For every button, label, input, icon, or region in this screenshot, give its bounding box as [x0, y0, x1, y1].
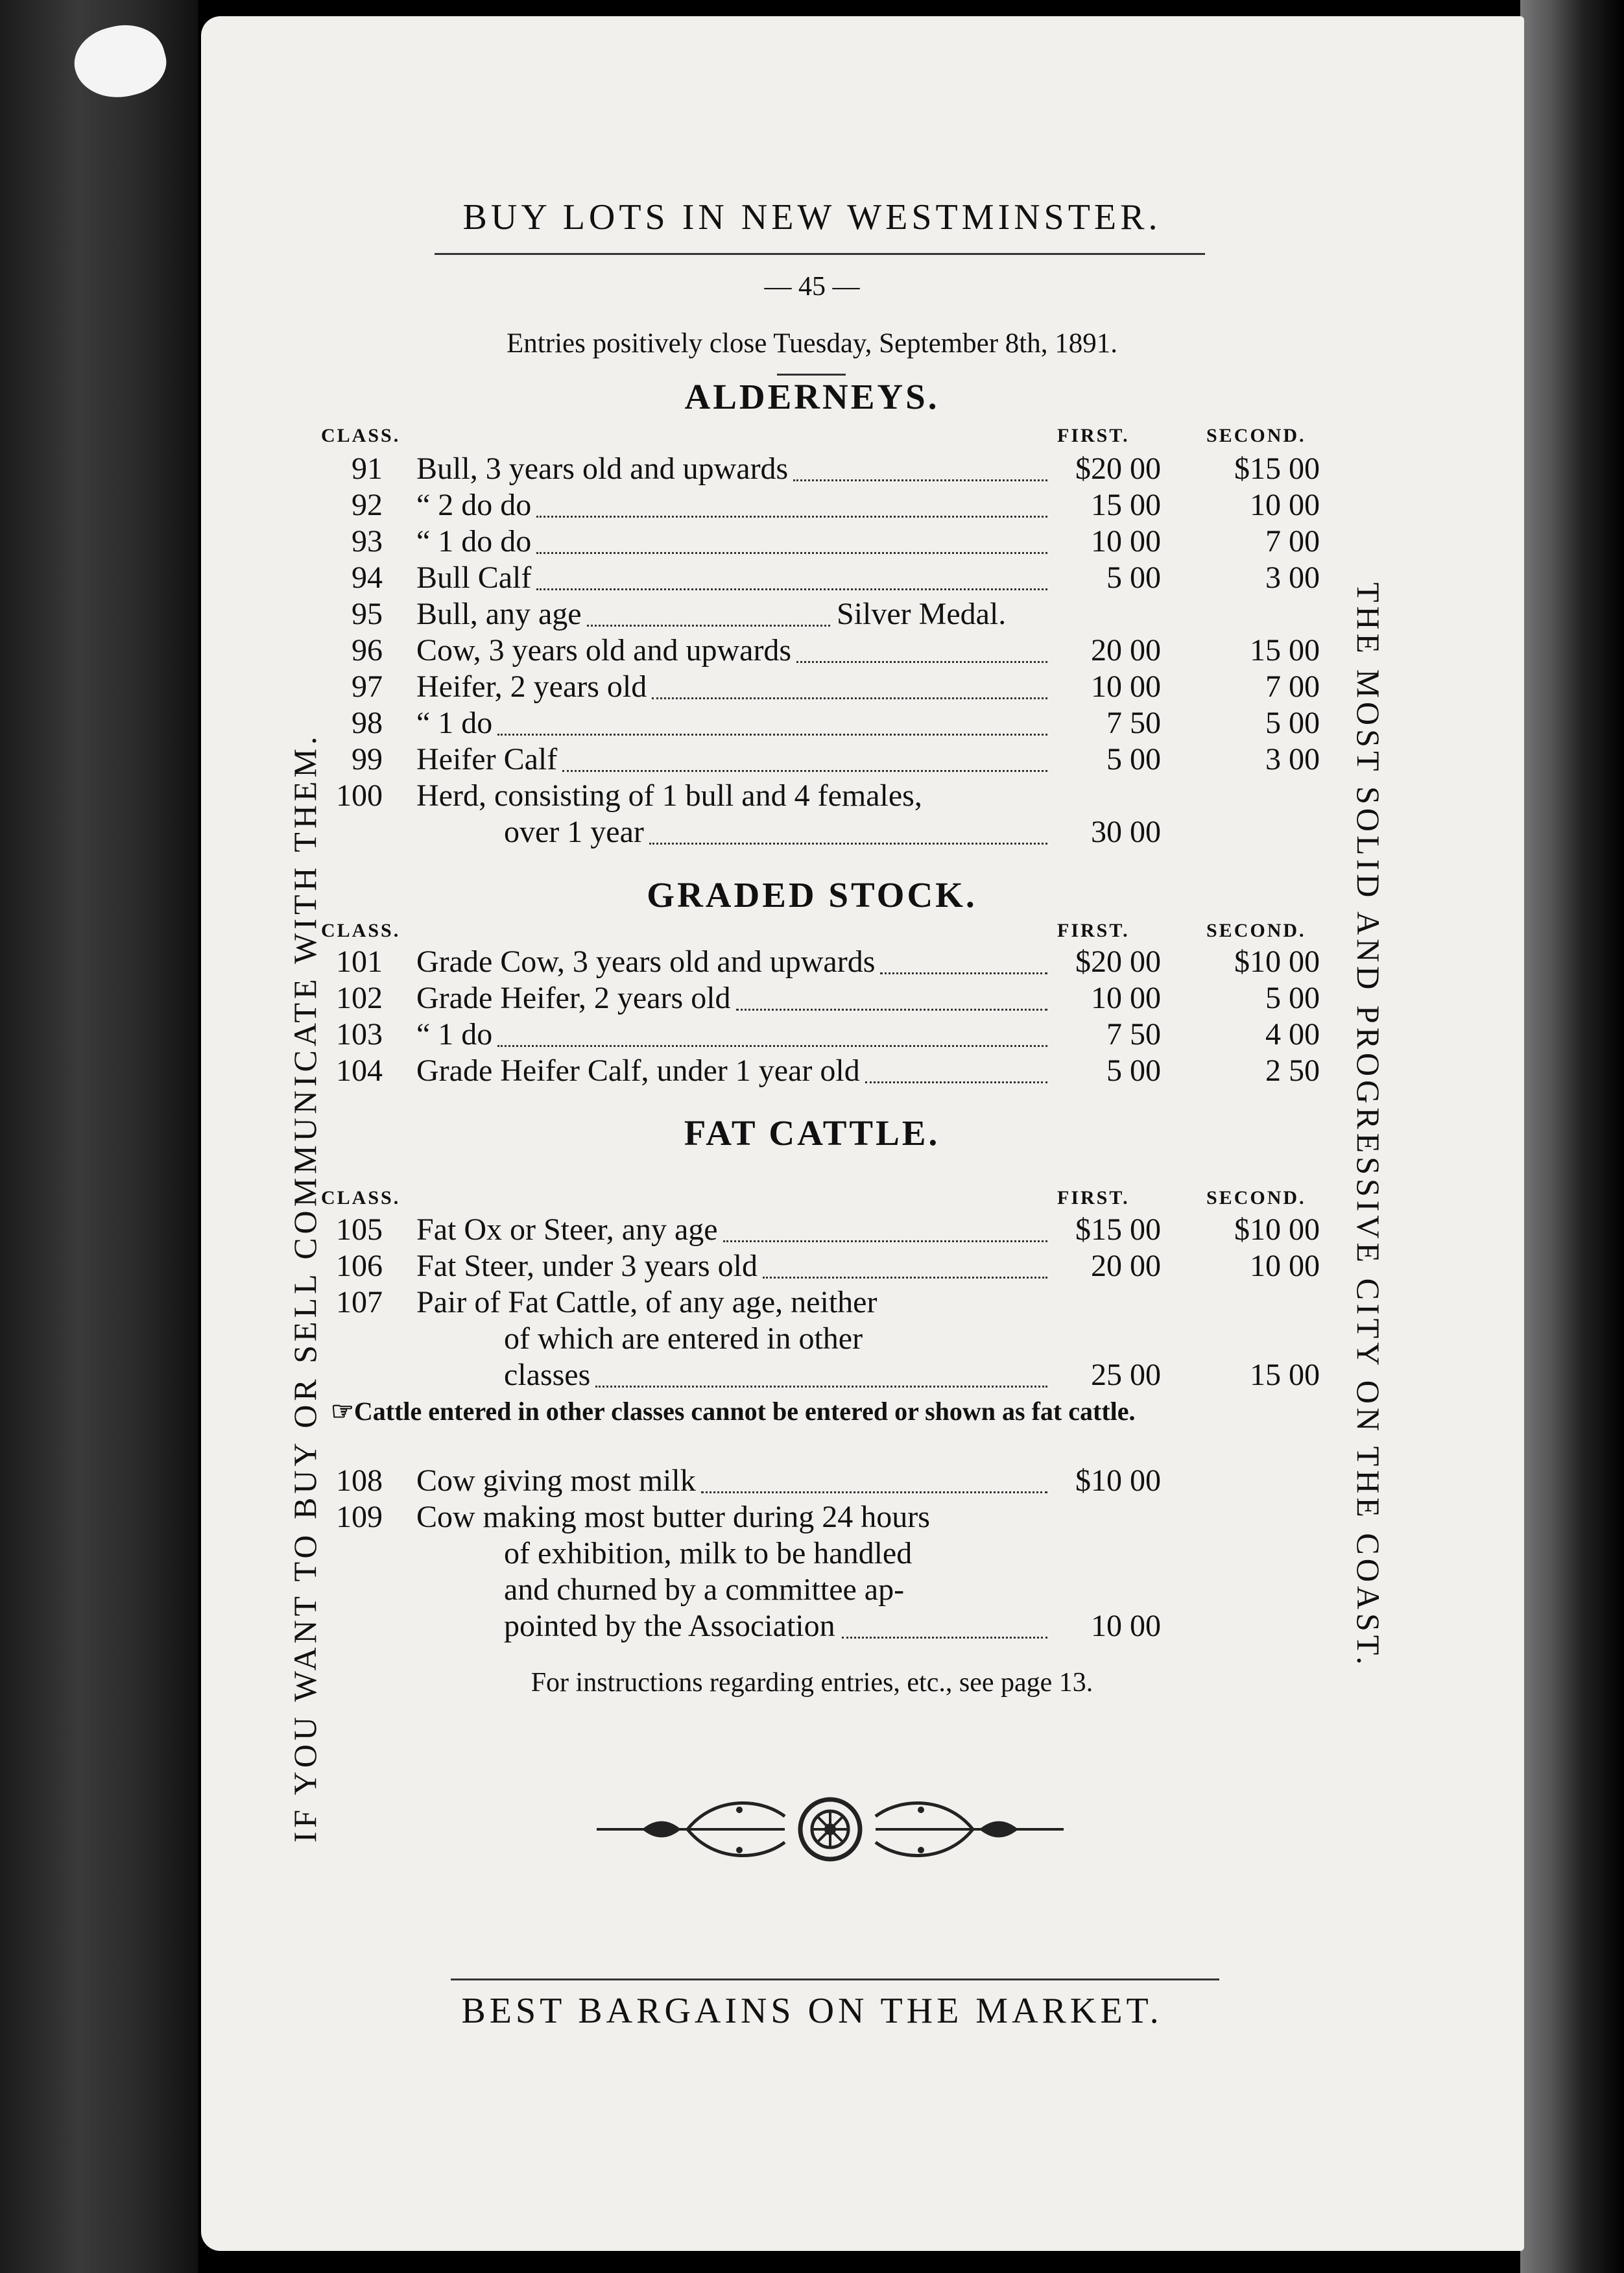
entry-prize-second: 7 00: [1265, 669, 1320, 704]
entry-description: Heifer, 2 years old: [416, 669, 647, 704]
entry-class-number: 99: [352, 742, 383, 776]
entry-prize-first: 10 00: [1091, 981, 1161, 1015]
entry-leader-dots: [796, 661, 1047, 663]
section-title: FAT CATTLE.: [684, 1113, 940, 1153]
entry-leader-dots: [562, 770, 1047, 772]
entry-class-number: 91: [352, 451, 383, 486]
entry-description: Fat Steer, under 3 years old: [416, 1249, 758, 1283]
entry-leader-dots: [536, 588, 1047, 590]
milk-entry-description: and churned by a committee ap-: [504, 1572, 905, 1607]
side-text-left: IF YOU WANT TO BUY OR SELL COMMUNICATE WITH THEM.: [287, 732, 323, 1843]
entry-class-number: 102: [336, 981, 383, 1015]
entry-prize-first: Silver Medal.: [837, 597, 1007, 631]
entry-class-number: 101: [336, 944, 383, 979]
column-header-first: FIRST.: [1057, 1187, 1130, 1209]
entry-leader-dots: [723, 1240, 1047, 1242]
entry-class-number: 94: [352, 560, 383, 595]
entry-description: “ 1 do: [416, 1017, 493, 1052]
entry-class-number: 98: [352, 706, 383, 740]
entry-prize-first: $15 00: [1075, 1212, 1161, 1247]
column-header-class: CLASS.: [321, 1187, 401, 1209]
entry-prize-first: 10 00: [1091, 524, 1161, 559]
milk-entry-prize-first: $10 00: [1075, 1463, 1161, 1498]
entry-class-number: 96: [352, 633, 383, 667]
entry-description: Grade Cow, 3 years old and upwards: [416, 944, 876, 979]
entry-description: Herd, consisting of 1 bull and 4 females,: [416, 778, 922, 813]
entry-prize-first: 5 00: [1106, 742, 1161, 776]
entry-leader-dots: [497, 1045, 1047, 1047]
entry-prize-first: 30 00: [1091, 815, 1161, 849]
entry-prize-first: 5 00: [1106, 1053, 1161, 1088]
entry-prize-first: 7 50: [1106, 1017, 1161, 1052]
entry-leader-dots: [652, 697, 1047, 699]
entry-leader-dots: [793, 479, 1047, 481]
entry-prize-first: 5 00: [1106, 560, 1161, 595]
side-text-right: THE MOST SOLID AND PROGRESSIVE CITY ON THE COAST.: [1350, 582, 1387, 1669]
milk-entry-prize-first: 10 00: [1091, 1609, 1161, 1643]
head-rule: [435, 253, 1205, 255]
short-rule: [777, 374, 846, 376]
entry-description: of which are entered in other: [504, 1321, 863, 1356]
milk-entry-class-number: 108: [336, 1463, 383, 1498]
entry-class-number: 100: [336, 778, 383, 813]
entry-prize-first: $20 00: [1075, 451, 1161, 486]
entry-prize-first: $20 00: [1075, 944, 1161, 979]
entry-leader-dots: [595, 1386, 1047, 1388]
entry-description: Bull Calf: [416, 560, 532, 595]
entry-prize-second: 7 00: [1265, 524, 1320, 559]
entry-class-number: 93: [352, 524, 383, 559]
entry-description: classes: [504, 1358, 591, 1392]
entry-leader-dots: [649, 843, 1047, 845]
entry-prize-second: 10 00: [1250, 488, 1320, 522]
entry-prize-second: $10 00: [1234, 1212, 1320, 1247]
entry-leader-dots: [865, 1081, 1047, 1083]
page-number: — 45 —: [764, 272, 860, 302]
column-header-second: SECOND.: [1206, 1187, 1306, 1209]
column-header-second: SECOND.: [1206, 425, 1306, 446]
milk-entry-leader-dots: [701, 1491, 1047, 1493]
column-header-class: CLASS.: [321, 920, 401, 941]
entry-prize-second: 3 00: [1265, 742, 1320, 776]
entry-prize-first: 20 00: [1091, 1249, 1161, 1283]
section-title: GRADED STOCK.: [647, 875, 977, 915]
entry-prize-second: 2 50: [1265, 1053, 1320, 1088]
entry-leader-dots: [736, 1009, 1047, 1011]
entry-class-number: 107: [336, 1285, 383, 1319]
entry-prize-first: 10 00: [1091, 669, 1161, 704]
column-header-second: SECOND.: [1206, 920, 1306, 941]
instructions-note: For instructions regarding entries, etc., see page 13.: [531, 1668, 1093, 1698]
milk-entry-leader-dots: [842, 1637, 1047, 1639]
milk-entry-class-number: 109: [336, 1500, 383, 1534]
entry-prize-second: 15 00: [1250, 633, 1320, 667]
entry-leader-dots: [497, 734, 1047, 736]
entry-prize-second: 3 00: [1265, 560, 1320, 595]
column-header-first: FIRST.: [1057, 425, 1130, 446]
milk-entry-description: pointed by the Association: [504, 1609, 835, 1643]
entry-prize-first: 20 00: [1091, 633, 1161, 667]
section-title: ALDERNEYS.: [684, 377, 940, 416]
entry-class-number: 105: [336, 1212, 383, 1247]
entry-description: Bull, any age: [416, 597, 582, 631]
milk-entry-description: Cow making most butter during 24 hours: [416, 1500, 930, 1534]
entry-leader-dots: [587, 625, 830, 627]
entry-class-number: 95: [352, 597, 383, 631]
entry-prize-second: 4 00: [1265, 1017, 1320, 1052]
milk-entry-description: Cow giving most milk: [416, 1463, 696, 1498]
entry-prize-first: 25 00: [1091, 1358, 1161, 1392]
entry-description: “ 1 do: [416, 706, 493, 740]
column-header-first: FIRST.: [1057, 920, 1130, 941]
entry-prize-first: 7 50: [1106, 706, 1161, 740]
entry-leader-dots: [536, 516, 1047, 518]
ornament-icon: [590, 1790, 1070, 1868]
milk-entry-description: of exhibition, milk to be handled: [504, 1536, 913, 1570]
entry-class-number: 97: [352, 669, 383, 704]
entry-description: Heifer Calf: [416, 742, 558, 776]
entry-prize-first: 15 00: [1091, 488, 1161, 522]
foot-rule: [451, 1978, 1219, 1980]
entry-description: Grade Heifer, 2 years old: [416, 981, 731, 1015]
entry-description: Pair of Fat Cattle, of any age, neither: [416, 1285, 878, 1319]
entry-prize-second: 10 00: [1250, 1249, 1320, 1283]
entry-description: Fat Ox or Steer, any age: [416, 1212, 718, 1247]
entry-leader-dots: [763, 1277, 1047, 1279]
entry-description: over 1 year: [504, 815, 644, 849]
entry-leader-dots: [536, 552, 1047, 554]
entry-class-number: 106: [336, 1249, 383, 1283]
entry-description: Bull, 3 years old and upwards: [416, 451, 789, 486]
entry-class-number: 104: [336, 1053, 383, 1088]
column-header-class: CLASS.: [321, 425, 401, 446]
entry-prize-second: $10 00: [1234, 944, 1320, 979]
entries-close-note: Entries positively close Tuesday, September 8th, 1891.: [507, 328, 1117, 359]
cattle-note: ☞Cattle entered in other classes cannot be entered or shown as fat cattle.: [331, 1397, 1136, 1426]
entry-prize-second: 5 00: [1265, 706, 1320, 740]
running-foot: BEST BARGAINS ON THE MARKET.: [461, 1991, 1163, 2031]
entry-description: “ 2 do do: [416, 488, 532, 522]
running-head: BUY LOTS IN NEW WESTMINSTER.: [462, 197, 1162, 237]
entry-class-number: 103: [336, 1017, 383, 1052]
entry-description: Cow, 3 years old and upwards: [416, 633, 792, 667]
entry-description: Grade Heifer Calf, under 1 year old: [416, 1053, 860, 1088]
entry-class-number: 92: [352, 488, 383, 522]
entry-prize-second: $15 00: [1234, 451, 1320, 486]
entry-description: “ 1 do do: [416, 524, 532, 559]
entry-prize-second: 5 00: [1265, 981, 1320, 1015]
entry-prize-second: 15 00: [1250, 1358, 1320, 1392]
entry-leader-dots: [880, 972, 1047, 974]
